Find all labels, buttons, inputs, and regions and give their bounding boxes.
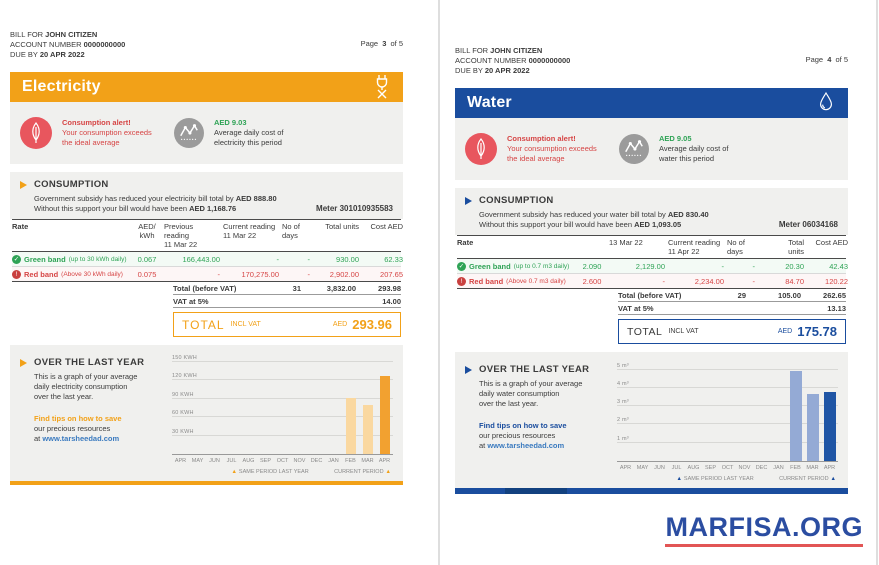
daily-cost-value: AED 9.03 [214,118,247,127]
bill-meta [10,30,125,60]
triangle-bullet-icon [465,366,472,374]
save-tips: Find tips on how to save our precious resources at www.tarsheedad.com [34,414,122,443]
consumption-alert-strip [10,102,403,164]
totals-block [618,289,846,315]
chart-gridline [172,391,393,399]
bill-header [10,30,403,60]
footer-bar-segment [505,488,567,494]
triangle-bullet-icon [20,181,27,189]
page-indicator: Page 3 of 5 [360,39,403,48]
account-number-line: ACCOUNT NUMBER 0000000000 [455,56,571,65]
chart-bar [380,376,390,454]
last-year-heading-row [20,357,172,368]
electricity-bill-page [10,30,403,485]
chart-month-label: JAN [328,458,339,464]
table-header: Rate AED/ kWh Previous reading 11 Mar 22 Current reading 11 Mar 22 No of days Total units Cost AED [12,219,401,252]
water-banner [455,88,848,118]
graph-icon [619,134,649,164]
chart-bar [807,394,819,461]
chart-bar [790,371,802,461]
page-edge-line [876,0,878,565]
chart-gridline [172,355,393,362]
consumption-heading: CONSUMPTION [34,179,109,190]
chart-gridline [617,362,838,370]
consumption-alert-text: Consumption alert! Your consumption exceeds the ideal average [62,118,174,148]
chart-gridline [617,435,838,443]
chart-month-label: FEB [790,465,801,471]
water-consumption-chart [617,364,838,482]
save-tips: Find tips on how to save our precious resources at www.tarsheedad.com [479,421,567,450]
subsidy-line-1: Government subsidy has reduced your water bill total by AED 830.40 [479,210,709,219]
chart-ytick-label: 150 KWH [172,355,197,362]
chart-month-label: JAN [773,465,784,471]
chart-gridline [617,380,838,388]
consumption-alert-title: Consumption alert! [62,118,131,127]
consumption-heading: CONSUMPTION [479,195,554,206]
total-before-vat-row: Total (before VAT) 29 105.00 262.65 [618,289,846,302]
consumption-alert-title: Consumption alert! [507,134,576,143]
currency-label: AED [332,321,348,328]
chart-ytick-label: 120 KWH [172,373,197,380]
chart-month-label: JUN [209,458,220,464]
chart-month-label: MAR [806,465,819,471]
check-icon: ✓ [458,262,465,270]
subsidy-line-2: Without this support your bill would have been AED 1,093.05 [479,220,682,229]
chart-ytick-label: 90 KWH [172,391,194,398]
consumption-section [455,188,848,235]
consumption-heading-row [465,195,838,206]
consumption-alert-strip [455,118,848,180]
subsidy-line-1: Government subsidy has reduced your electricity bill total by AED 888.80 [34,194,277,203]
check-icon: ✓ [13,255,20,263]
chart-gridline [617,399,838,406]
meter-number: Meter 301010935583 [316,204,393,213]
last-year-text [20,357,172,475]
tarsheedad-link[interactable]: www.tarsheedad.com [42,434,120,443]
daily-cost-text: AED 9.05 Average daily cost of water this period [659,134,729,163]
subsidy-block [20,194,393,214]
chart-month-label: APR [823,465,836,471]
account-number-line: ACCOUNT NUMBER 0000000000 [10,40,126,49]
subsidy-line-2: Without this support your bill would have been AED 1,168.76 [34,204,237,213]
legend-triangle-icon: ▲ [385,469,391,475]
chart-gridline [617,417,838,424]
triangle-bullet-icon [465,197,472,205]
vat-row: VAT at 5% 13.13 [618,302,846,315]
incl-vat-label: INCL VAT [668,328,699,335]
footer-bar [455,488,848,494]
consumption-heading-row [20,179,393,190]
chart-ytick-label: 1 m³ [617,435,629,442]
plug-icon [373,74,391,100]
chart-ytick-label: 5 m³ [617,362,629,369]
chart-month-label: NOV [738,465,751,471]
chart-month-label: APR [619,465,632,471]
chart-plot [617,362,838,462]
chart-gridline [172,410,393,417]
chart-month-label: AUG [242,458,255,464]
chart-month-label: JUL [226,458,237,464]
water-drop-icon [816,90,836,116]
chart-gridline [172,428,393,436]
currency-label: AED [777,328,793,335]
last-year-heading: OVER THE LAST YEAR [479,364,590,375]
chart-month-label: SEP [259,458,271,464]
last-year-description: This is a graph of your average daily electricity consumption over the last year. [34,372,138,401]
total-before-vat-row: Total (before VAT) 31 3,832.00 293.98 [173,282,401,295]
electricity-banner [10,72,403,102]
chart-month-label: APR [174,458,187,464]
subsidy-lines [34,194,277,214]
triangle-bullet-icon [20,359,27,367]
chart-months [617,465,838,471]
daily-cost-text: AED 9.03 Average daily cost of electricity this period [214,118,284,147]
chart-ytick-label: 3 m³ [617,399,629,406]
exclamation-icon: ! [457,277,466,286]
chart-month-label: MAR [361,458,374,464]
chart-ytick-label: 60 KWH [172,410,194,417]
chart-month-label: MAY [636,465,649,471]
last-year-text [465,364,617,482]
total-amount: 175.78 [797,324,837,339]
meter-number: Meter 06034168 [778,220,838,229]
chart-month-label: JUL [671,465,682,471]
exclamation-icon: ! [12,270,21,279]
chart-month-label: DEC [310,458,323,464]
total-box [173,312,401,337]
chart-legend: ▲ SAME PERIOD LAST YEAR CURRENT PERIOD ▲ [676,476,836,482]
red-band-row: ! Red band (Above 0.7 m3 daily) 2.600 - 2,234.00 - 84.70 120.22 [457,274,846,289]
chart-month-label: OCT [721,465,734,471]
consumption-section [10,172,403,219]
bill-meta [455,46,570,76]
tarsheedad-link[interactable]: www.tarsheedad.com [487,441,565,450]
total-box [618,319,846,344]
chart-legend: ▲ SAME PERIOD LAST YEAR CURRENT PERIOD ▲ [231,469,391,475]
last-year-description: This is a graph of your average daily water consumption over the last year. [479,379,583,408]
chart-plot [172,355,393,455]
page-indicator: Page 4 of 5 [805,55,848,64]
chart-bar [824,392,836,461]
legend-triangle-icon: ▲ [676,476,682,482]
chart-ytick-label: 4 m³ [617,380,629,387]
table-header: Rate 13 Mar 22 Current reading 11 Apr 22 No of days Total units Cost AED [457,235,846,259]
rates-table [455,235,848,344]
chart-months [172,458,393,464]
chart-month-label: FEB [345,458,356,464]
last-year-heading-row [465,364,617,375]
bill-header [455,46,848,76]
chart-month-label: JUN [654,465,665,471]
legend-triangle-icon: ▲ [231,469,237,475]
due-by-line: DUE BY 20 APR 2022 [10,50,85,59]
leaf-icon [20,117,52,149]
subsidy-block [465,210,838,230]
chart-month-label: SEP [704,465,716,471]
leaf-icon [465,133,497,165]
chart-month-label: MAY [191,458,204,464]
chart-ytick-label: 2 m³ [617,417,629,424]
footer-bar [10,481,403,485]
chart-month-label: OCT [276,458,289,464]
graph-icon [174,118,204,148]
page-divider [438,0,440,565]
chart-month-label: NOV [293,458,306,464]
banner-title: Water [467,94,512,111]
chart-month-label: APR [378,458,391,464]
bill-for-line: BILL FOR JOHN CITIZEN [455,46,543,55]
last-year-heading: OVER THE LAST YEAR [34,357,145,368]
green-band-row: ✓ Green band (up to 0.7 m3 daily) 2.090 2,129.00 - - 20.30 42.43 [457,259,846,274]
chart-bar [346,398,356,454]
chart-month-label: DEC [755,465,768,471]
green-band-row: ✓ Green band (up to 30 kWh daily) 0.067 166,443.00 - - 930.00 62.33 [12,252,401,267]
banner-title: Electricity [22,78,101,95]
chart-gridline [172,373,393,380]
water-bill-page [455,46,848,494]
chart-month-label: AUG [687,465,700,471]
vat-row: VAT at 5% 14.00 [173,295,401,308]
due-by-line: DUE BY 20 APR 2022 [455,66,530,75]
total-amount: 293.96 [352,317,392,332]
consumption-alert-text: Consumption alert! Your consumption exceeds the ideal average [507,134,619,164]
chart-bar [363,405,373,454]
marfisa-logo: MARFISA.ORG [665,512,863,547]
totals-block [173,282,401,308]
rates-table [10,219,403,337]
last-year-section [455,352,848,488]
red-band-row: ! Red band (Above 30 kWh daily) 0.075 - 170,275.00 - 2,902.00 207.65 [12,267,401,282]
last-year-section [10,345,403,481]
electricity-consumption-chart [172,357,393,475]
chart-ytick-label: 30 KWH [172,428,194,435]
legend-triangle-icon: ▲ [830,476,836,482]
subsidy-lines [479,210,709,230]
daily-cost-value: AED 9.05 [659,134,692,143]
incl-vat-label: INCL VAT [230,321,261,328]
bill-for-line: BILL FOR JOHN CITIZEN [10,30,98,39]
total-label: TOTAL [627,325,663,338]
total-label: TOTAL [182,317,225,332]
